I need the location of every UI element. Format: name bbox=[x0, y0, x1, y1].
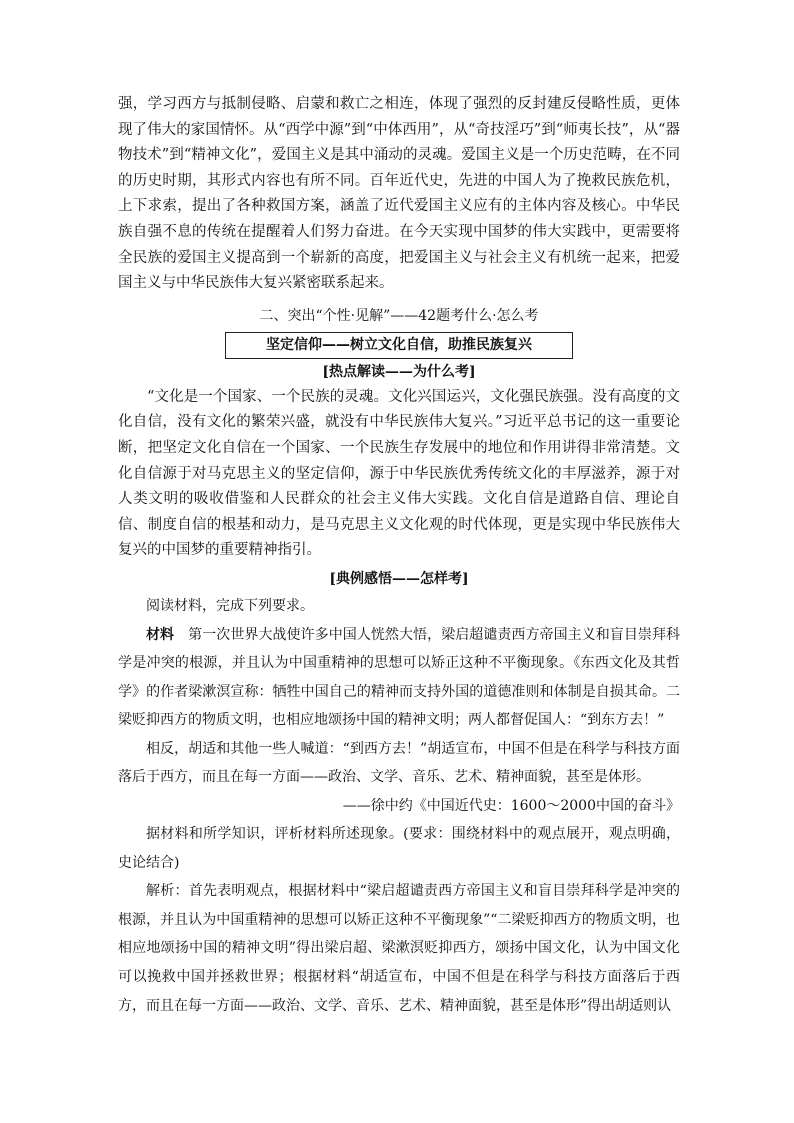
question: 据材料和所学知识，评析材料所述现象。(要求：围绕材料中的观点展开，观点明确，史论结合) bbox=[118, 826, 680, 871]
hotspot-heading: [热点解读——为什么考] bbox=[322, 363, 476, 380]
analysis: 解析：首先表明观点，根据材料中“梁启超谴责西方帝国主义和盲目崇拜科学是冲突的根源，并且认为中国重精神的思想可以矫正这种不平衡现象”“二梁贬抑西方的物质文明，也相应地颂扬中国的精神文明”得出梁启超、梁漱溟贬抑西方，颂扬中国文化，认为中国文化可以挽救中国并拯救世界；根据材料“胡适宣布，中国不但是在科学与科技方面落后于西方，而且在每一方面——政治、文学、音乐、艺术、精神面貌，甚至是体形”得出胡适则认 bbox=[118, 883, 680, 1014]
instruction: 阅读材料，完成下列要求。 bbox=[146, 597, 314, 614]
boxed-title: 坚定信仰——树立文化自信，助推民族复兴 bbox=[225, 332, 573, 359]
hotspot-paragraph: “文化是一个国家、一个民族的灵魂。文化兴国运兴，文化强民族强。没有高度的文化自信，没有文化的繁荣兴盛，就没有中华民族伟大复兴。”习近平总书记的这一重要论断，把坚定文化自信在一个国家、一个民族生存发展中的地位和作用讲得非常清楚。文化自信源于对马克思主义的坚定信仰，源于中华民族优秀传统文化的丰厚滋养，源于对人类文明的吸收借鉴和人民群众的社会主义伟大实践。文化自信是道路自信、理论自信、制度自信的根基和动力，是马克思主义文化观的时代体现，更是实现中华民族伟大复兴的中国梦的重要精神指引。 bbox=[118, 388, 680, 559]
material-paragraph-2: 相反，胡适和其他一些人喊道：“到西方去！”胡适宣布，中国不但是在科学与科技方面落后于西方，而且在每一方面——政治、文学、音乐、艺术、精神面貌，甚至是体形。 bbox=[118, 740, 680, 786]
intro-paragraph: 强，学习西方与抵制侵略、启蒙和救亡之相连，体现了强烈的反封建反侵略性质，更体现了伟大的家国情怀。从“西学中源”到“中体西用”，从“奇技淫巧”到“师夷长技”，从“器物技术”到“精神文化”，爱国主义是其中涌动的灵魂。爱国主义是一个历史范畴，在不同的历史时期，其形式内容也有所不同。百年近代史，先进的中国人为了挽救民族危机，上下求索，提出了各种救国方案，涵盖了近代爱国主义应有的主体内容及核心。中华民族自强不息的传统在提醒着人们努力奋进。在今天实现中国梦的伟大实践中，更需要将全民族的爱国主义提高到一个崭新的高度，把爱国主义与社会主义有机统一起来，把爱国主义与中华民族伟大复兴紧密联系起来。 bbox=[118, 96, 680, 292]
material-label: 材料 bbox=[146, 626, 175, 643]
example-heading: [典例感悟——怎样考] bbox=[329, 570, 469, 587]
material-text-1: 第一次世界大战使许多中国人恍然大悟，梁启超谴责西方帝国主义和盲目崇拜科学是冲突的根源，并且认为中国重精神的思想可以矫正这种不平衡现象。《东西文化及其哲学》的作者梁漱溟宣称：牺牲中国自己的精神而支持外国的道德准则和体制是自损其命。二梁贬抑西方的物质文明，也相应地颂扬中国的精神文明；两人都督促国人：“到东方去！” bbox=[118, 626, 681, 729]
document-page bbox=[118, 92, 680, 1020]
section-heading: 二、突出“个性·见解”——42题考什么·怎么考 bbox=[259, 307, 539, 324]
material-source: ——徐中约《中国近代史：1600～2000中国的奋斗》 bbox=[342, 798, 680, 815]
material-paragraph-1 bbox=[118, 621, 680, 735]
